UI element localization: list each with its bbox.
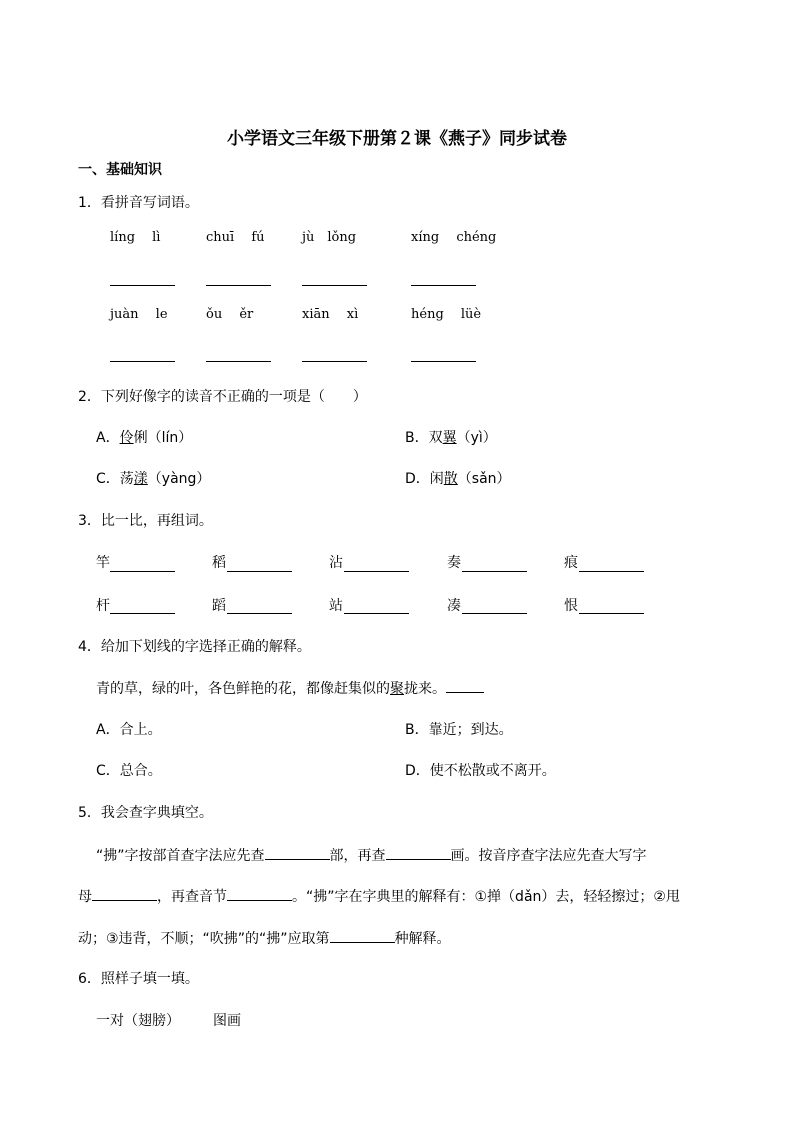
q6-item: 图画 [213, 1013, 241, 1029]
question-2-stem: 2．下列好像字的读音不正确的一项是（ ） [78, 389, 367, 405]
pinyin-3: jù lǒng [302, 230, 357, 245]
q5-line-3 [78, 928, 451, 949]
question-4-sentence [96, 678, 484, 699]
compare-char: 凑 [447, 598, 461, 614]
option-a[interactable] [96, 428, 192, 448]
answer-blank[interactable] [227, 886, 292, 901]
compare-char: 稻 [212, 555, 226, 571]
answer-blank[interactable] [227, 571, 292, 572]
option-c[interactable]: C．总合。 [96, 763, 162, 779]
option-label: C．荡 [96, 471, 134, 487]
option-text: 俐（lín） [133, 430, 193, 446]
answer-blank[interactable] [206, 285, 271, 286]
answer-blank[interactable] [344, 571, 409, 572]
underlined-char: 散 [443, 471, 458, 487]
underlined-char: 漾 [133, 471, 148, 487]
answer-blank[interactable] [110, 571, 175, 572]
answer-blank[interactable] [386, 845, 451, 860]
q5-text: 种解释。 [394, 931, 451, 947]
answer-blank[interactable] [92, 886, 157, 901]
compare-char: 恨 [564, 598, 578, 614]
option-a[interactable]: A．合上。 [96, 722, 162, 738]
answer-blank[interactable] [110, 613, 175, 614]
q5-text: 部，再查 [329, 848, 386, 864]
answer-blank[interactable] [446, 678, 484, 693]
pinyin-2: chuī fú [206, 230, 265, 245]
option-text: （yì） [456, 430, 497, 446]
page-title: 小学语文三年级下册第２课《燕子》同步试卷 [227, 129, 567, 149]
pinyin-4: xíng chéng [411, 230, 497, 245]
option-d[interactable] [405, 469, 511, 489]
answer-blank[interactable] [579, 571, 644, 572]
answer-blank[interactable] [344, 613, 409, 614]
answer-blank[interactable] [462, 571, 527, 572]
question-3-stem: 3．比一比，再组词。 [78, 513, 213, 529]
answer-blank[interactable] [302, 285, 367, 286]
sentence-text: 青的草，绿的叶，各色鲜艳的花，都像赶集似的 [96, 681, 390, 697]
option-d[interactable]: D．使不松散或不离开。 [405, 763, 556, 779]
option-b[interactable] [405, 428, 497, 448]
option-label: D．闲 [405, 471, 444, 487]
answer-blank[interactable] [110, 361, 175, 362]
q5-line-2 [78, 886, 680, 907]
answer-blank[interactable] [265, 845, 330, 860]
option-label: B．双 [405, 430, 443, 446]
option-text: （yàng） [147, 471, 211, 487]
answer-blank[interactable] [110, 285, 175, 286]
q5-text: “拂”字按部首查字法应先查 [96, 848, 265, 864]
q5-text: 母 [78, 889, 92, 905]
pinyin-5: juàn le [110, 307, 168, 322]
answer-blank[interactable] [411, 285, 476, 286]
compare-char: 蹈 [212, 598, 226, 614]
question-4-stem: 4．给加下划线的字选择正确的解释。 [78, 639, 311, 655]
q6-example: 一对（翅膀） [96, 1013, 180, 1029]
answer-blank[interactable] [206, 361, 271, 362]
pinyin-8: héng lüè [411, 307, 482, 322]
answer-blank[interactable] [411, 361, 476, 362]
answer-blank[interactable] [579, 613, 644, 614]
q5-text: 画。按音序查字法应先查大写字 [450, 848, 647, 864]
option-label: A． [96, 430, 120, 446]
question-1-stem: 1．看拼音写词语。 [78, 195, 199, 211]
option-text: （sǎn） [457, 471, 511, 487]
underlined-char: 聚 [390, 681, 404, 697]
compare-char: 杆 [96, 598, 110, 614]
sentence-text: 拢来。 [404, 681, 446, 697]
answer-blank[interactable] [330, 928, 395, 943]
answer-blank[interactable] [462, 613, 527, 614]
compare-char: 竿 [96, 555, 110, 571]
compare-char: 站 [329, 598, 343, 614]
option-b[interactable]: B．靠近；到达。 [405, 722, 513, 738]
answer-blank[interactable] [227, 613, 292, 614]
underlined-char: 翼 [442, 430, 457, 446]
answer-blank[interactable] [302, 361, 367, 362]
q5-line-1 [96, 845, 647, 866]
compare-char: 痕 [564, 555, 578, 571]
option-c[interactable] [96, 469, 210, 489]
pinyin-7: xiān xì [302, 307, 359, 322]
section-heading: 一、基础知识 [78, 162, 162, 178]
q5-text: 。“拂”字在字典里的解释有：①掸（dǎn）去，轻轻擦过；②甩 [292, 889, 680, 905]
q5-text: ，再查音节 [157, 889, 227, 905]
question-5-stem: 5．我会查字典填空。 [78, 805, 213, 821]
question-6-stem: 6．照样子填一填。 [78, 971, 199, 987]
underlined-char: 伶 [119, 430, 134, 446]
pinyin-1: líng lì [110, 230, 161, 245]
compare-char: 沾 [329, 555, 343, 571]
pinyin-6: ǒu ěr [206, 307, 254, 322]
q5-text: 动；③违背，不顺；“吹拂”的“拂”应取第 [78, 931, 330, 947]
compare-char: 奏 [447, 555, 461, 571]
